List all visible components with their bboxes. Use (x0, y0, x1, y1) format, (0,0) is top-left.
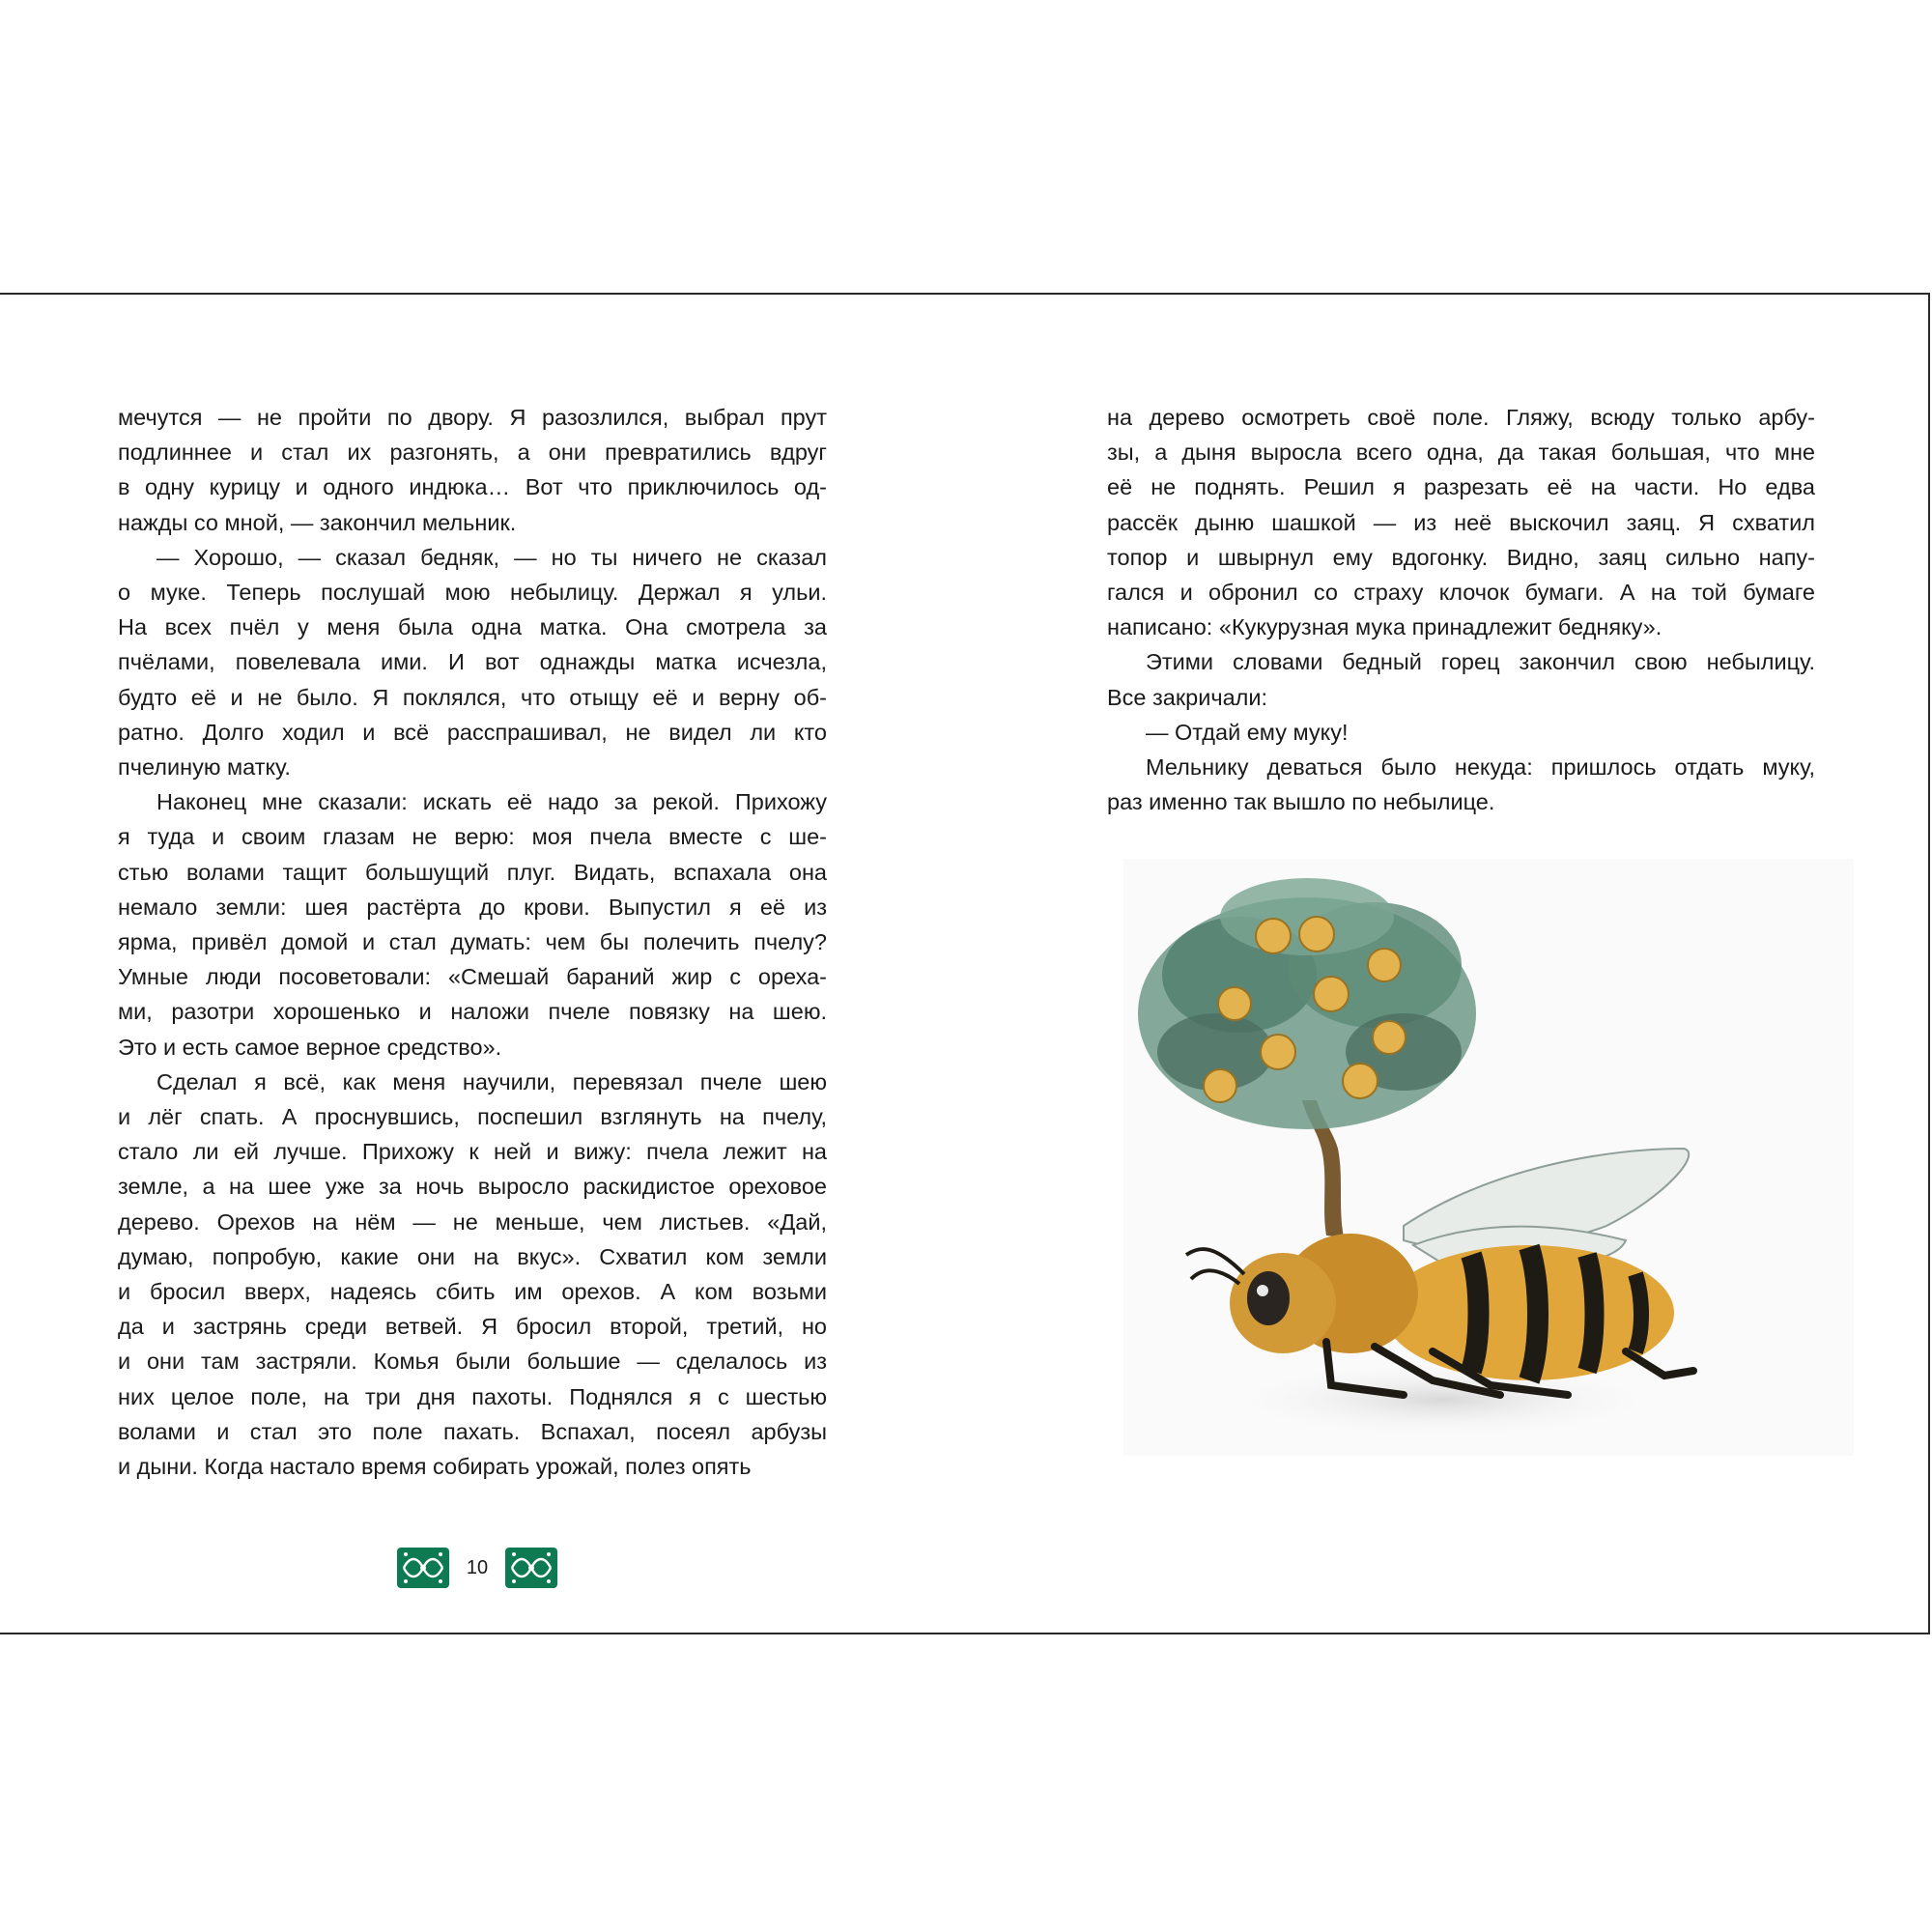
text-line: Этими словами бедный горец закончил свою небылицу. (1146, 649, 1815, 675)
text-line: Сделал я всё, как меня научили, перевязал пчеле шею (156, 1068, 827, 1094)
text-line: мечутся — не пройти по двору. Я разозлился, выбрал прут (118, 405, 827, 430)
paragraph (118, 784, 827, 1065)
text-line: ми, разотри хорошенько и наложи пчеле повязку на шею. (118, 999, 827, 1025)
right-page-text (1107, 400, 1815, 819)
bee-with-walnut-tree-illustration (1123, 859, 1854, 1456)
text-line: будто её и не было. Я поклялся, что отыщу её и верну об- (118, 684, 827, 710)
text-line: немало земли: шея растёрта до крови. Выпустил я её из (118, 894, 827, 920)
bee-illustration-svg (1123, 859, 1854, 1456)
text-line: раз именно так вышло по небылице. (1107, 789, 1495, 815)
text-line: гался и обронил со страху клочок бумаги. А на той бумаге (1107, 580, 1815, 606)
text-line: думаю, попробую, какие они на вкус». Схватил ком земли (118, 1243, 827, 1269)
paragraph (1107, 750, 1815, 819)
text-line: и бросил вверх, надеясь сбить им орехов. А ком возьми (118, 1279, 827, 1305)
paragraph (118, 540, 827, 784)
text-line: На всех пчёл у меня была одна матка. Она смотрела за (118, 614, 827, 640)
text-line: её не поднять. Решил я разрезать её на части. Но едва (1107, 474, 1815, 500)
text-line: рассёк дыню шашкой — из неё выскочил заяц. Я схватил (1107, 509, 1815, 535)
text-line: ратно. Долго ходил и всё расспрашивал, не видел ли кто (118, 719, 827, 745)
text-line: Мельнику деваться было некуда: пришлось отдать муку, (1146, 754, 1815, 781)
text-line: и дыни. Когда настало время собирать урожай, полез опять (118, 1454, 752, 1480)
paragraph (118, 400, 827, 540)
text-line: дерево. Орехов на нём — не меньше, чем листьев. «Дай, (118, 1208, 827, 1235)
shadow (1220, 1361, 1664, 1438)
text-line: — Хорошо, — сказал бедняк, — но ты ничего не сказал (156, 544, 827, 570)
text-line: — Отдай ему муку! (1146, 719, 1349, 745)
text-line: и они там застряли. Комья были большие — сделалось из (118, 1349, 827, 1375)
text-line: волами и стал это поле пахать. Вспахал, посеял арбузы (118, 1418, 827, 1444)
text-line: в одну курицу и одного индюка… Вот что приключилось од- (118, 474, 827, 500)
text-line: Все закричали: (1107, 684, 1268, 710)
text-line: подлиннее и стал их разгонять, а они превратились вдруг (118, 440, 827, 466)
text-line: Это и есть самое верное средство». (118, 1034, 502, 1060)
text-line: о муке. Теперь послушай мою небылицу. Держал я ульи. (118, 580, 827, 606)
text-line: на дерево осмотреть своё поле. Гляжу, всюду только арбу- (1107, 405, 1815, 430)
tree-foliage (1138, 878, 1476, 1129)
text-line: топор и швырнул ему вдогонку. Видно, заяц сильно напу- (1107, 544, 1815, 570)
text-line: пчёлами, повелевала ими. И вот однажды матка исчезла, (118, 649, 827, 675)
text-line: нажды со мной, — закончил мельник. (118, 509, 517, 535)
paragraph (1107, 400, 1815, 644)
paragraph (1107, 644, 1815, 714)
text-line: земле, а на шее уже за ночь выросло раскидистое ореховое (118, 1174, 827, 1200)
text-line: Умные люди посоветовали: «Смешай бараний жир с ореха- (118, 964, 827, 990)
text-line: стало ли ей лучше. Прихожу к ней и вижу: пчела лежит на (118, 1139, 827, 1165)
page-number: 10 (466, 1556, 489, 1578)
text-line: пчелиную матку. (118, 754, 291, 781)
text-line: стью волами тащит большущий плуг. Видать, вспахала она (118, 859, 827, 885)
text-line: я туда и своим глазам не верю: моя пчела вместе с ше- (118, 824, 827, 850)
ornament-left-icon (396, 1547, 450, 1589)
text-line: Наконец мне сказали: искать её надо за рекой. Прихожу (156, 789, 827, 815)
paragraph (118, 1065, 827, 1484)
text-line: них целое поле, на три дня пахоты. Поднялся я с шестью (118, 1383, 827, 1409)
left-page-text (118, 400, 827, 1484)
text-line: зы, а дыня выросла всего одна, да такая большая, что мне (1107, 440, 1815, 466)
ornament-right-icon (504, 1547, 558, 1589)
page-footer (396, 1547, 558, 1589)
text-line: и лёг спать. А проснувшись, поспешил взглянуть на пчелу, (118, 1104, 827, 1130)
text-line: написано: «Кукурузная мука принадлежит бедняку». (1107, 614, 1662, 640)
paragraph (1107, 715, 1815, 750)
text-line: да и застрянь среди ветвей. Я бросил второй, третий, но (118, 1314, 827, 1340)
text-line: ярма, привёл домой и стал думать: чем бы полечить пчелу? (118, 929, 827, 955)
